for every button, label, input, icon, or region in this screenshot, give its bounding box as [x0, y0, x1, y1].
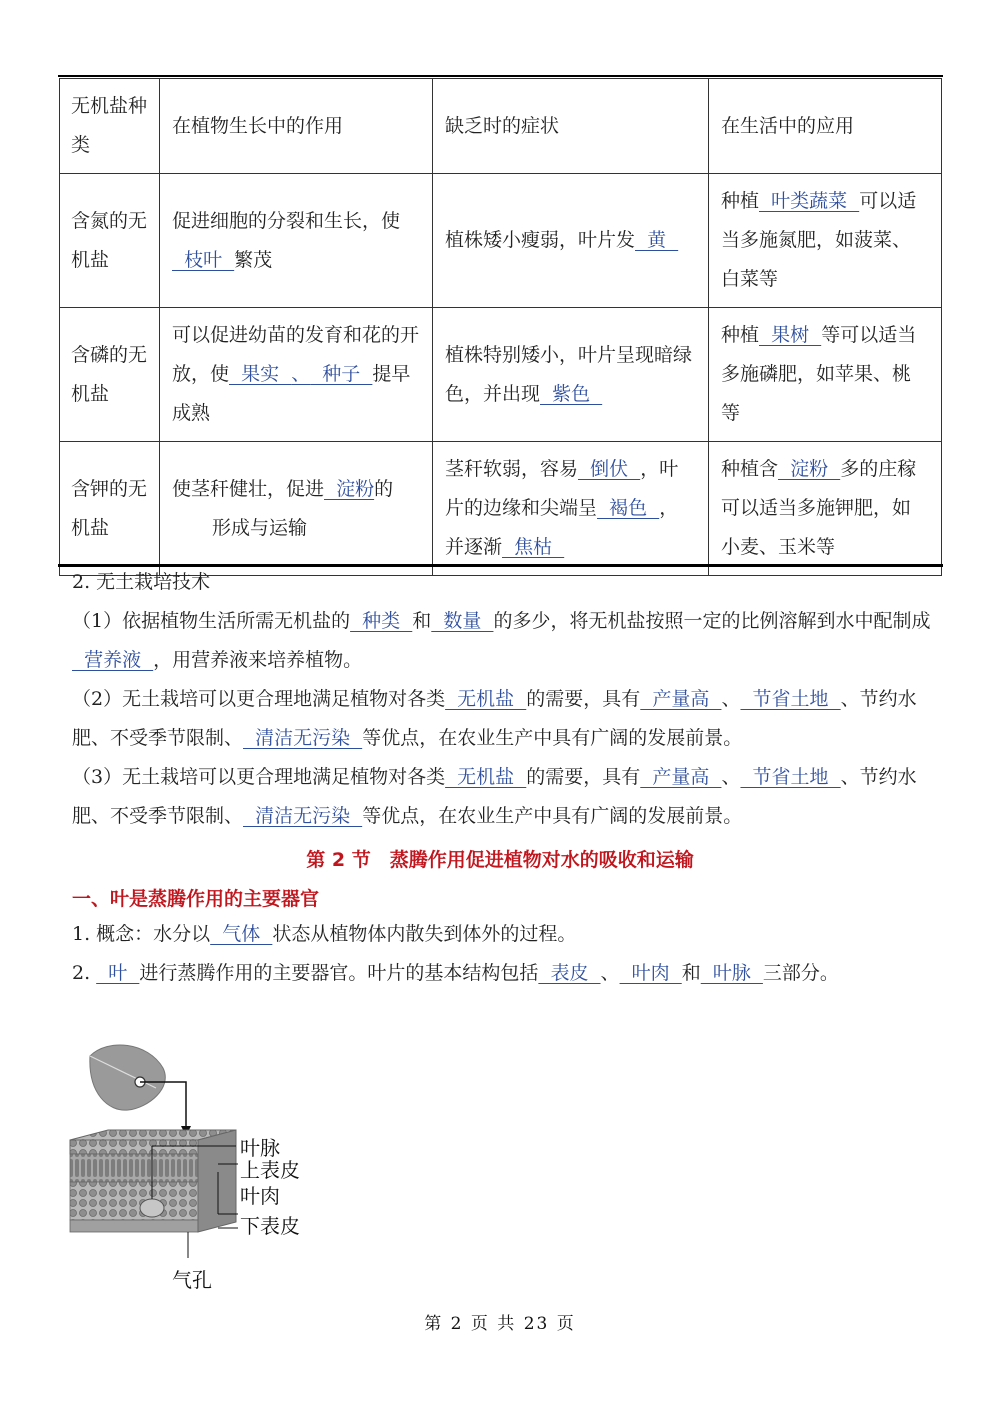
answer-blank: 清洁无污染 — [243, 805, 363, 827]
soilless-title: 2. 无土栽培技术 — [72, 571, 211, 593]
leaf-structure-figure — [68, 1038, 328, 1292]
section-heading: 一、叶是蒸腾作用的主要器官 — [72, 888, 320, 910]
answer-blank: 叶肉 — [619, 962, 682, 984]
answer-blank: 黄 — [635, 229, 679, 251]
table-header-row — [60, 79, 942, 174]
header-cell-type: 无机盐种类 — [60, 79, 160, 174]
answer-blank: 种子 — [310, 363, 373, 385]
answer-blank: 枝叶 — [172, 248, 235, 271]
label-stoma: 气孔 — [172, 1268, 212, 1292]
answer-blank: 无机盐 — [445, 688, 527, 710]
answer-blank: 节省土地 — [740, 688, 841, 710]
label-mesophyll: 叶肉 — [240, 1184, 280, 1208]
leaf-structure-item: 2. 叶 进行蒸腾作用的主要器官。叶片的基本结构包括 表皮 、 叶肉 和 叶脉 三部分。 — [72, 962, 839, 984]
application-cell: 种植 果树 等可以适当多施磷肥，如苹果、桃等 — [709, 308, 942, 442]
soilless-paragraph-3: （3）无土栽培可以更合理地满足植物对各类 无机盐 的需要，具有 产量高 、 节省土地 、节约水肥、不受季节限制、 清洁无污染 等优点，在农业生产中具有广阔的发展前景。 — [72, 766, 917, 827]
header-cell-effect: 在植物生长中的作用 — [160, 79, 433, 174]
soilless-paragraph-1: （1）依据植物生活所需无机盐的 种类 和 数量 的多少，将无机盐按照一定的比例溶解到水中配制成 营养液 ，用营养液来培养植物。 — [72, 610, 931, 671]
table-row-potassium — [60, 442, 942, 576]
answer-blank: 气体 — [210, 923, 273, 945]
answer-blank: 褐色 — [597, 497, 660, 519]
answer-blank: 叶类蔬菜 — [759, 190, 860, 212]
answer-blank: 节省土地 — [740, 766, 841, 788]
mineral-salt-table — [59, 78, 942, 576]
table-top-rule — [58, 75, 943, 77]
table-row-nitrogen — [60, 174, 942, 308]
application-cell: 种植含 淀粉 多的庄稼可以适当多施钾肥，如小麦、玉米等 — [709, 442, 942, 576]
answer-blank: 果树 — [759, 324, 822, 346]
answer-blank: 产量高 — [640, 766, 722, 788]
answer-blank: 清洁无污染 — [243, 727, 363, 749]
label-vein: 叶脉 — [240, 1136, 280, 1160]
application-cell: 种植 叶类蔬菜 可以适当多施氮肥，如菠菜、白菜等 — [709, 174, 942, 308]
effect-cell: 促进细胞的分裂和生长，使 枝叶 繁茂 — [160, 174, 433, 308]
answer-blank: 营养液 — [72, 649, 154, 671]
table-row-phosphorus — [60, 308, 942, 442]
header-cell-application: 在生活中的应用 — [709, 79, 942, 174]
answer-blank: 紫色 — [540, 382, 603, 405]
answer-blank: 叶脉 — [700, 962, 763, 984]
page-footer: 第 2 页 共 23 页 — [424, 1314, 576, 1334]
answer-blank: 数量 — [431, 610, 494, 632]
label-lower-epidermis: 下表皮 — [240, 1214, 300, 1238]
concept-item: 1. 概念：水分以 气体 状态从植物体内散失到体外的过程。 — [72, 923, 577, 945]
answer-blank: 倒伏 — [578, 458, 641, 480]
answer-blank: 无机盐 — [445, 766, 527, 788]
answer-blank: 淀粉 — [778, 458, 841, 480]
answer-blank: 叶 — [96, 962, 140, 984]
answer-blank: 表皮 — [538, 962, 601, 984]
type-cell: 含磷的无机盐 — [60, 308, 160, 442]
effect-cell: 可以促进幼苗的发育和花的开放，使 果实 、 种子 提早成熟 — [160, 308, 433, 442]
type-cell: 含氮的无机盐 — [60, 174, 160, 308]
symptom-cell: 植株特别矮小，叶片呈现暗绿色，并出现 紫色 — [433, 308, 709, 442]
symptom-cell: 植株矮小瘦弱，叶片发 黄 — [433, 174, 709, 308]
answer-blank: 果实 — [229, 363, 292, 385]
answer-blank: 产量高 — [640, 688, 722, 710]
soilless-paragraph-2: （2）无土栽培可以更合理地满足植物对各类 无机盐 的需要，具有 产量高 、 节省土地 、节约水肥、不受季节限制、 清洁无污染 等优点，在农业生产中具有广阔的发展前景。 — [72, 688, 917, 749]
effect-cell: 使茎秆健壮，促进 淀粉的 形成与运输 — [160, 442, 433, 576]
type-cell: 含钾的无机盐 — [60, 442, 160, 576]
answer-blank: 淀粉 — [324, 477, 375, 500]
header-cell-symptom: 缺乏时的症状 — [433, 79, 709, 174]
answer-blank: 种类 — [350, 610, 413, 632]
label-upper-epidermis: 上表皮 — [240, 1158, 300, 1182]
section-title: 第 2 节 蒸腾作用促进植物对水的吸收和运输 — [306, 849, 694, 871]
answer-blank: 焦枯 — [502, 536, 565, 558]
symptom-cell: 茎秆软弱，容易 倒伏 ，叶片的边缘和尖端呈 褐色 ，并逐渐 焦枯 — [433, 442, 709, 576]
